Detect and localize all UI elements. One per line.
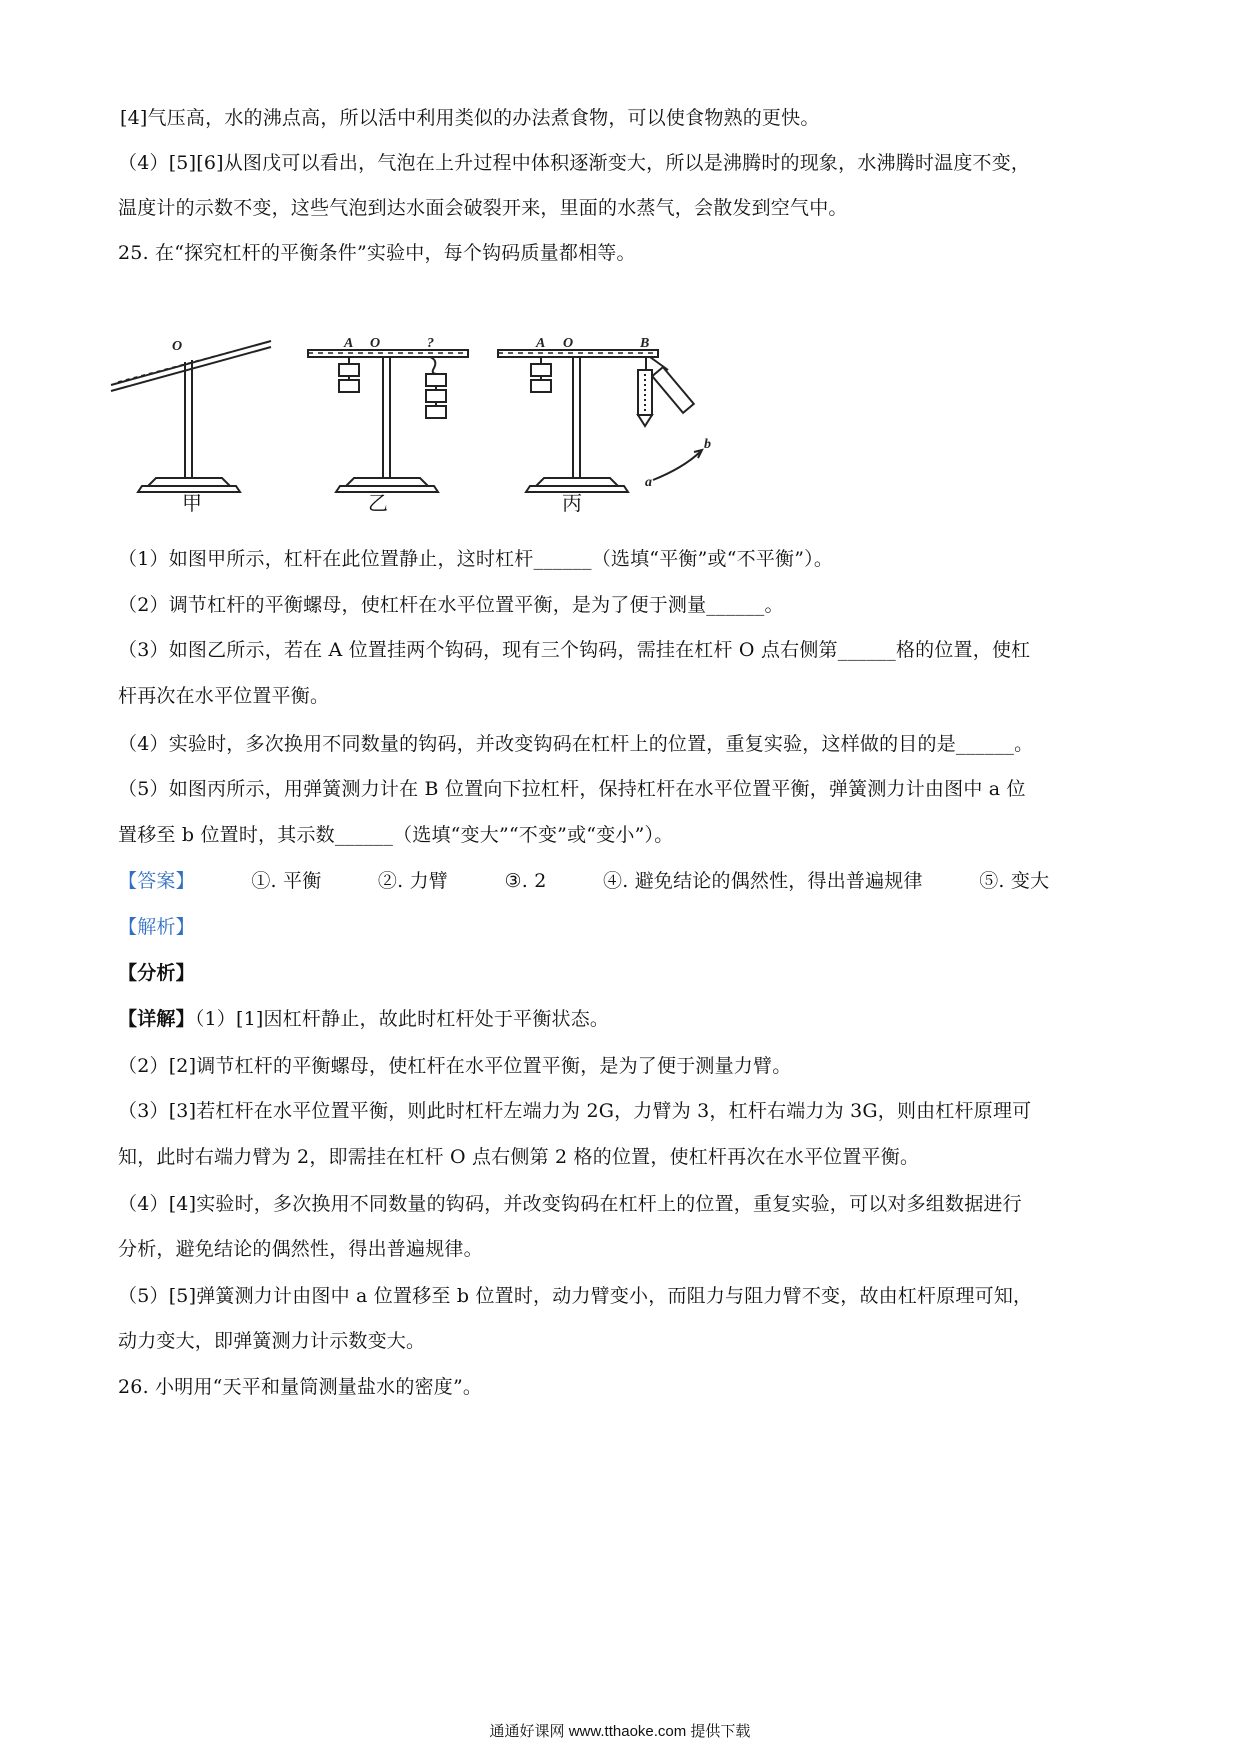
question-5-cont: 置移至 b 位置时，其示数______（选填“变大”“不变”或“变小”）。 — [118, 824, 674, 846]
label-a: A — [344, 336, 354, 351]
label-o: O — [172, 339, 183, 354]
lever-figure — [108, 330, 828, 520]
detail-text: （1）[1]因杠杆静止，故此时杠杆处于平衡状态。 — [194, 1008, 610, 1030]
question-26-title: 26. 小明用“天平和量筒测量盐水的密度”。 — [118, 1376, 483, 1398]
question-1: （1）如图甲所示，杠杆在此位置静止，这时杠杆______（选填“平衡”或“不平衡”）。 — [118, 548, 834, 570]
detail-label: 【详解】 — [118, 1008, 195, 1030]
answer-item: ⑤. 变大 — [979, 870, 1050, 892]
label-o: O — [370, 336, 381, 351]
label-o: O — [563, 336, 574, 351]
detail-line: （4）[4]实验时，多次换用不同数量的钩码，并改变钩码在杠杆上的位置，重复实验，可以对多组数据进行 — [118, 1193, 1022, 1215]
caption-yi: 乙 — [368, 491, 388, 515]
text-line: （4）[5][6]从图戊可以看出，气泡在上升过程中体积逐渐变大，所以是沸腾时的现象，水沸腾时温度不变， — [118, 152, 1031, 174]
text-line: [4]气压高，水的沸点高，所以活中利用类似的办法煮食物，可以使食物熟的更快。 — [120, 107, 820, 129]
caption-jia: 甲 — [182, 491, 202, 515]
lever-jia — [111, 341, 271, 492]
label-arrow-b: b — [704, 437, 711, 452]
detail-line: （2）[2]调节杠杆的平衡螺母，使杠杆在水平位置平衡，是为了便于测量力臂。 — [118, 1055, 792, 1077]
page-footer: 通通好课网 www.tthaoke.com 提供下载 — [489, 1723, 751, 1740]
question-4: （4）实验时，多次换用不同数量的钩码，并改变钩码在杠杆上的位置，重复实验，这样做的目的是______。 — [118, 733, 1034, 755]
question-5: （5）如图丙所示，用弹簧测力计在 B 位置向下拉杠杆，保持杠杆在水平位置平衡，弹簧测力计由图中 a 位 — [118, 778, 1026, 800]
detail-line: 动力变大，即弹簧测力计示数变大。 — [118, 1330, 426, 1352]
detail-line-1 — [118, 1006, 609, 1032]
label-a: A — [536, 336, 546, 351]
answer-item: ②. 力臂 — [377, 870, 448, 892]
lever-bing — [498, 350, 702, 492]
label-arrow-a: a — [645, 475, 652, 490]
question-2: （2）调节杠杆的平衡螺母，使杠杆在水平位置平衡，是为了便于测量______。 — [118, 594, 784, 616]
answer-item: ④. 避免结论的偶然性，得出普遍规律 — [603, 870, 923, 892]
analysis-label: 【解析】 — [118, 916, 195, 938]
question-3: （3）如图乙所示，若在 A 位置挂两个钩码，现有三个钩码，需挂在杠杆 O 点右侧第______格的位置，使杠 — [118, 639, 1031, 661]
detail-line: 知，此时右端力臂为 2，即需挂在杠杆 O 点右侧第 2 格的位置，使杠杆再次在水平位置平衡。 — [118, 1146, 920, 1168]
text-line: 温度计的示数不变，这些气泡到达水面会破裂开来，里面的水蒸气，会散发到空气中。 — [118, 197, 848, 219]
detail-line: 分析，避免结论的偶然性，得出普遍规律。 — [118, 1238, 483, 1260]
label-question: ? — [427, 336, 434, 351]
fenxi-label: 【分析】 — [118, 962, 195, 984]
detail-line: （5）[5]弹簧测力计由图中 a 位置移至 b 位置时，动力臂变小，而阻力与阻力臂不变，故由杠杆原理可知， — [118, 1285, 1033, 1307]
caption-bing: 丙 — [562, 491, 582, 515]
question-3-cont: 杆再次在水平位置平衡。 — [118, 685, 330, 707]
answer-item: ①. 平衡 — [251, 870, 322, 892]
detail-line: （3）[3]若杠杆在水平位置平衡，则此时杠杆左端力为 2G，力臂为 3，杠杆右端力为 3G，则由杠杆原理可 — [118, 1100, 1032, 1122]
answer-item: ③. 2 — [504, 870, 547, 892]
lever-diagrams — [108, 330, 828, 520]
question-25-title: 25. 在“探究杠杆的平衡条件”实验中，每个钩码质量都相等。 — [118, 242, 636, 264]
lever-yi — [308, 350, 468, 492]
answer-row — [118, 868, 1049, 894]
answer-label: 【答案】 — [118, 870, 195, 892]
label-b: B — [640, 336, 650, 351]
